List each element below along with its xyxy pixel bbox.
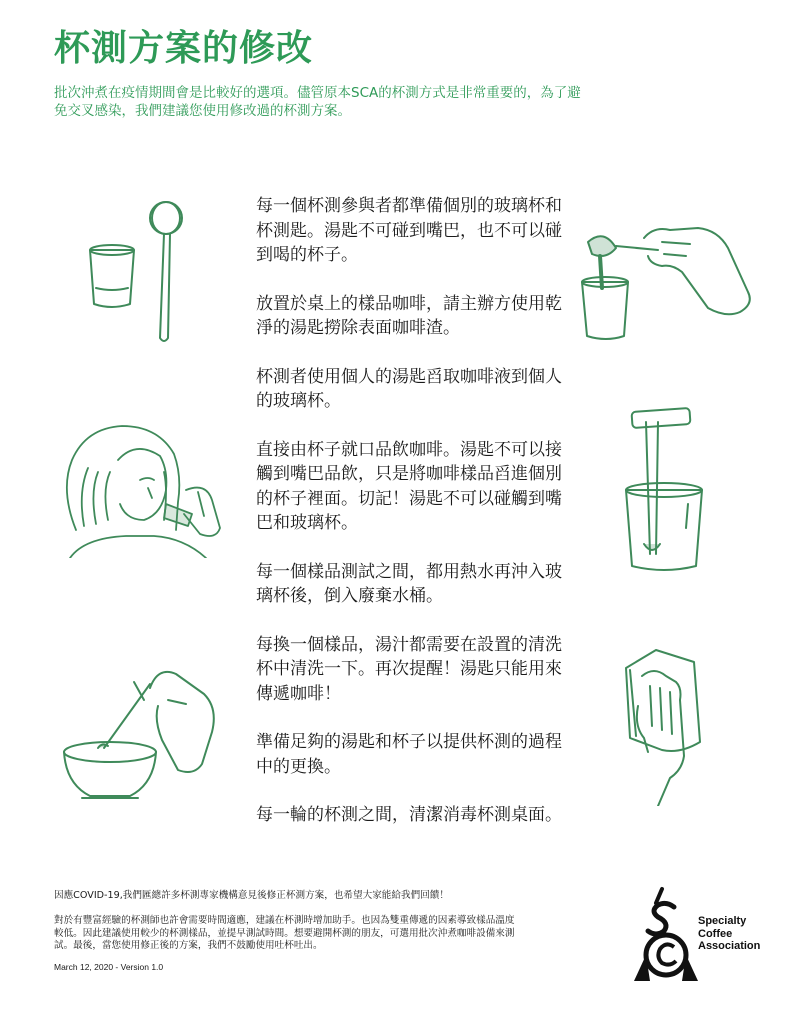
step-6: 每換一個樣品，湯汁都需要在設置的清洗杯中清洗一下。再次提醒！湯匙只能用來傳遞咖啡！ bbox=[256, 634, 562, 704]
step-4: 直接由杯子就口品飲咖啡。湯匙不可以接觸到嘴巴品飲，只是將咖啡樣品舀進個別的杯子裡面。切記！湯匙不可以碰觸到嘴巴和玻璃杯。 bbox=[256, 439, 562, 533]
footer-note: 因應COVID-19,我們匯總許多杯測專家機構意見後修正杯測方案，也希望大家能給我們回饋！ bbox=[54, 890, 449, 901]
logo-line-2: Coffee bbox=[698, 927, 733, 940]
step-3: 杯測者使用個人的湯匙舀取咖啡液到個人的玻璃杯。 bbox=[256, 366, 562, 411]
woman-drinking-icon bbox=[56, 420, 232, 558]
step-7: 準備足夠的湯匙和杯子以提供杯測的過程中的更換。 bbox=[256, 732, 562, 777]
hand-wiping-icon bbox=[620, 646, 704, 806]
sca-logo-mark-icon bbox=[630, 885, 700, 985]
steps-list bbox=[256, 194, 574, 852]
logo-line-1: Specialty bbox=[698, 915, 747, 927]
footer-disclaimer: 對於有豐富經驗的杯測師也許會需要時間適應，建議在杯測時增加助手。也因為雙重傳遞的因素導致樣品溫度較低。因此建議使用較少的杯測樣品，並提早測試時間。想要避開杯測的朋友，可選用批次沖煮咖啡設備來測試。最後，當您使用修正後的方案，我們不鼓勵使用吐杯吐出。 bbox=[54, 915, 515, 951]
cupping-bowl-icon bbox=[58, 660, 234, 806]
step-5: 每一個樣品測試之間，都用熱水再沖入玻璃杯後，倒入廢棄水桶。 bbox=[256, 561, 562, 606]
glass-and-spoon-icon bbox=[84, 192, 194, 352]
sca-logo bbox=[630, 885, 780, 985]
spoon-pouring-icon bbox=[578, 208, 758, 344]
footer-version: March 12, 2020 - Version 1.0 bbox=[54, 962, 164, 972]
spoon-in-glass-icon bbox=[622, 404, 706, 574]
page-subtitle: 批次沖煮在疫情期間會是比較好的選項。儘管原本SCA的杯測方式是非常重要的，為了避免交叉感染，我們建議您使用修改過的杯測方案。 bbox=[54, 85, 581, 119]
page-title: 杯測方案的修改 bbox=[54, 28, 314, 69]
step-2: 放置於桌上的樣品咖啡，請主辦方使用乾淨的湯匙撈除表面咖啡渣。 bbox=[256, 293, 562, 338]
step-8: 每一輪的杯測之間，清潔消毒杯測桌面。 bbox=[256, 805, 562, 825]
logo-line-3: Association bbox=[698, 940, 761, 952]
step-1: 每一個杯測參與者都準備個別的玻璃杯和杯測匙。湯匙不可碰到嘴巴，也不可以碰到喝的杯子。 bbox=[256, 196, 562, 265]
sca-logo-text bbox=[698, 915, 760, 953]
